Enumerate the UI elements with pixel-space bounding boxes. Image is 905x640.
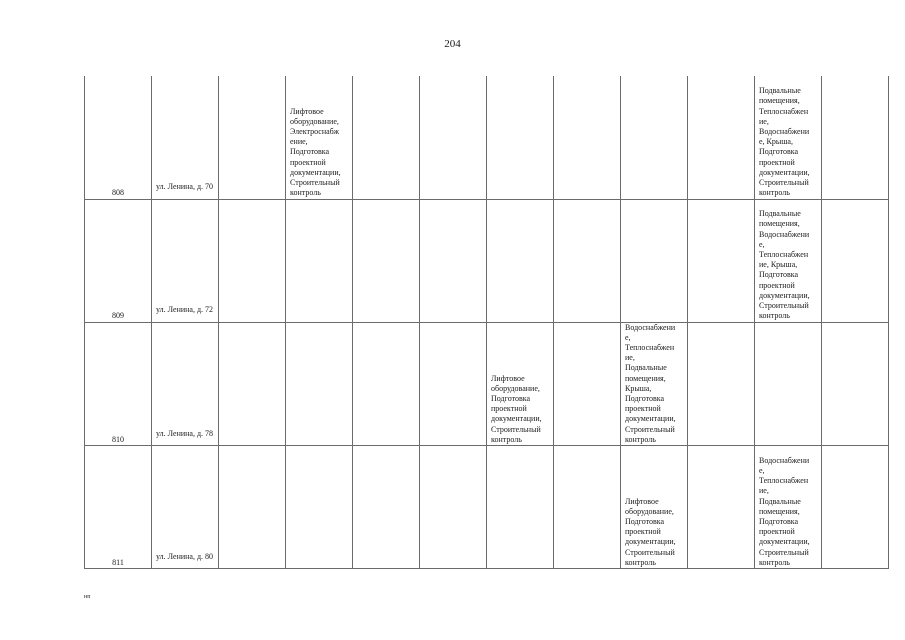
- table-row: [85, 76, 889, 199]
- works-cell: [487, 76, 554, 199]
- empty-cell: [688, 322, 755, 445]
- address-text: ул. Ленина, д. 80: [156, 551, 214, 561]
- works-cell: Лифтовое оборудование, Электроснабж ение, Подготовка проектной документации, Строительный контроль: [286, 76, 353, 199]
- empty-cell: [420, 445, 487, 568]
- empty-cell: [688, 76, 755, 199]
- works-cell: [286, 445, 353, 568]
- address-text: ул. Ленина, д. 72: [156, 305, 214, 315]
- row-number-cell: 808: [85, 76, 152, 199]
- empty-cell: [219, 322, 286, 445]
- address-cell: [152, 445, 219, 568]
- empty-cell: [554, 445, 621, 568]
- empty-cell: [822, 199, 889, 322]
- row-number-cell: 809: [85, 199, 152, 322]
- works-cell: [487, 199, 554, 322]
- address-text: ул. Ленина, д. 70: [156, 182, 214, 192]
- table-row: [85, 322, 889, 445]
- works-cell: [755, 322, 822, 445]
- empty-cell: [554, 76, 621, 199]
- row-number-cell: 811: [85, 445, 152, 568]
- empty-cell: [688, 199, 755, 322]
- works-cell: [621, 76, 688, 199]
- works-cell: Подвальные помещения, Теплоснабжен ие, Водоснабжени е, Крыша, Подготовка проектной документации, Строительный контроль: [755, 76, 822, 199]
- empty-cell: [554, 322, 621, 445]
- repair-schedule-table: [84, 76, 889, 569]
- table-row: [85, 445, 889, 568]
- empty-cell: [822, 322, 889, 445]
- empty-cell: [688, 445, 755, 568]
- works-cell: [286, 322, 353, 445]
- works-cell: [487, 445, 554, 568]
- empty-cell: [420, 322, 487, 445]
- row-number-cell: 810: [85, 322, 152, 445]
- empty-cell: [219, 199, 286, 322]
- empty-cell: [219, 76, 286, 199]
- works-cell: Лифтовое оборудование, Подготовка проектной документации, Строительный контроль: [487, 322, 554, 445]
- works-cell: Подвальные помещения, Водоснабжени е, Теплоснабжен ие, Крыша, Подготовка проектной документации, Строительный контроль: [755, 199, 822, 322]
- works-cell: Лифтовое оборудование, Подготовка проектной документации, Строительный контроль: [621, 445, 688, 568]
- empty-cell: [420, 76, 487, 199]
- address-cell: [152, 199, 219, 322]
- works-cell: Водоснабжени е, Теплоснабжен ие, Подвальные помещения, Подготовка проектной документации, Строительный контроль: [755, 445, 822, 568]
- empty-cell: [219, 445, 286, 568]
- empty-cell: [353, 76, 420, 199]
- works-cell: Водоснабжени е, Теплоснабжен ие, Подвальные помещения, Крыша, Подготовка проектной документации, Строительный контроль: [621, 322, 688, 445]
- empty-cell: [353, 199, 420, 322]
- empty-cell: [420, 199, 487, 322]
- empty-cell: [353, 445, 420, 568]
- empty-cell: [353, 322, 420, 445]
- table-row: [85, 199, 889, 322]
- empty-cell: [554, 199, 621, 322]
- works-cell: [621, 199, 688, 322]
- address-cell: [152, 322, 219, 445]
- empty-cell: [822, 76, 889, 199]
- address-cell: [152, 76, 219, 199]
- page-number: 204: [444, 38, 461, 50]
- works-cell: [286, 199, 353, 322]
- empty-cell: [822, 445, 889, 568]
- address-text: ул. Ленина, д. 78: [156, 428, 214, 438]
- footer-mark: нп: [84, 594, 91, 600]
